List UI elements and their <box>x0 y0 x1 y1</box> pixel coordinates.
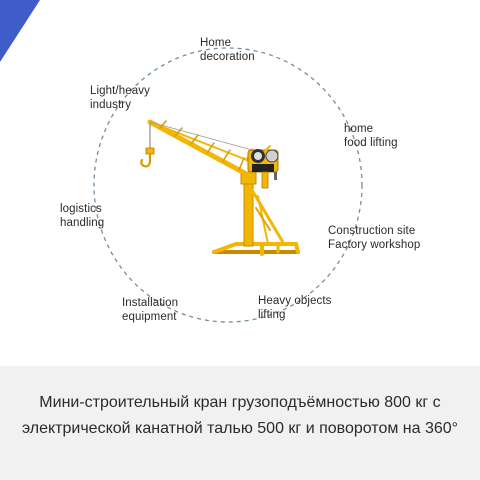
product-caption: Мини-строительный кран грузоподъёмностью 800 кг с электрической канатной талью 500 кг и поворотом на 360° <box>21 394 459 437</box>
label-installation-equipment: Installation equipment <box>122 297 179 323</box>
label-logistics-handling: logistics handling <box>60 203 105 229</box>
label-home-food-lifting: home food lifting <box>344 123 398 149</box>
label-construction-factory: Construction site Factory workshop <box>328 225 421 251</box>
label-light-heavy-industry: Light/heavy industry <box>90 85 150 111</box>
label-home-decoration: Home decoration <box>200 37 255 63</box>
label-heavy-objects-lifting: Heavy objects lifting <box>258 295 332 321</box>
